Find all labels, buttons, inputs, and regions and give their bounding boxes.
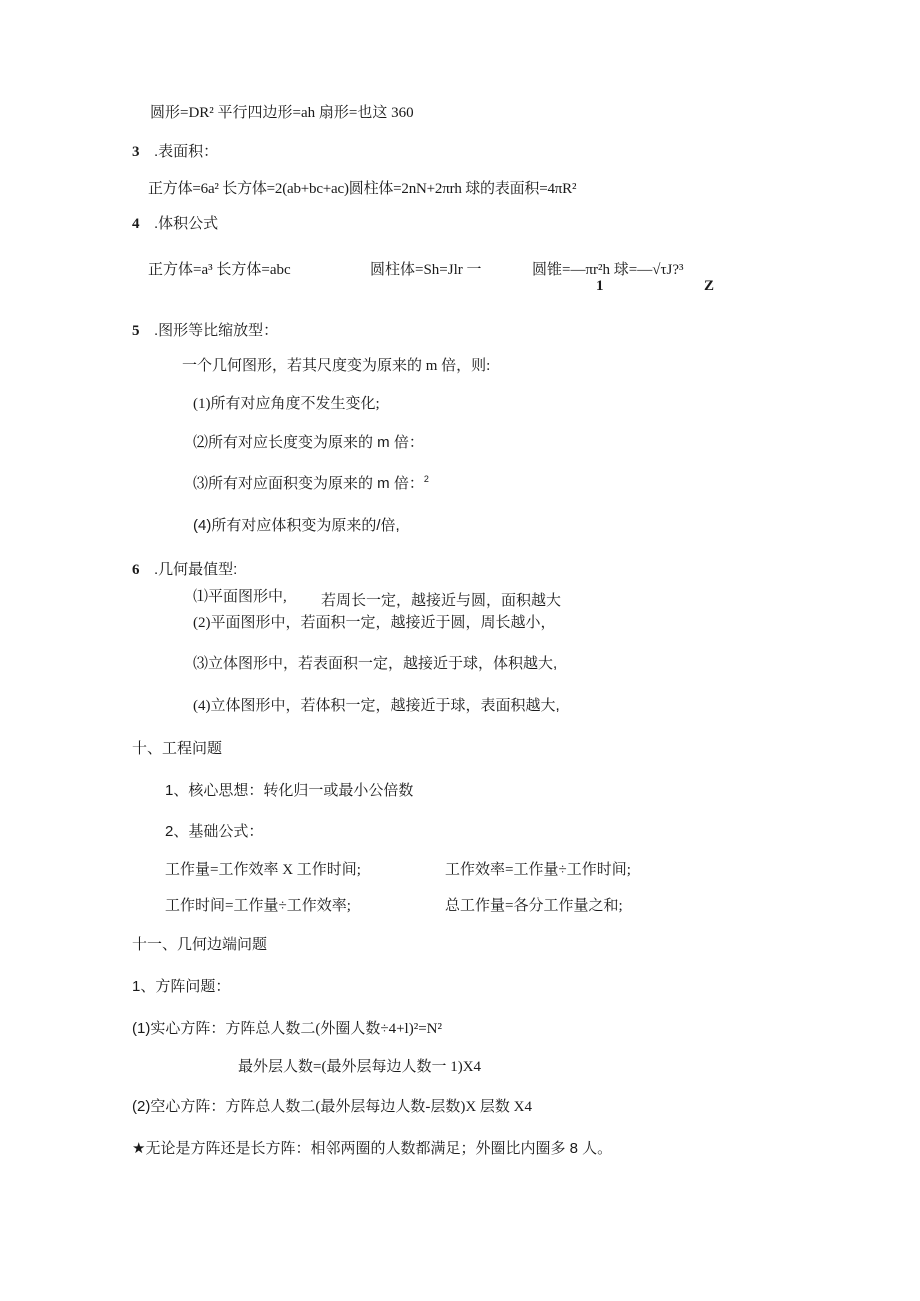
section-10-core-idea: 1、核心思想：转化归一或最小公倍数 [165,782,414,799]
outer-layer-formula: 最外层人数=(最外层每边人数一 1)X4 [238,1059,482,1075]
volume-cube-cuboid: 正方体=a³ 长方体=abc [148,262,291,278]
section-6-item-4-prefix: (4)立体图形中， [193,698,301,714]
section-5-item-2-prefix: ⑵所有对应长 [193,435,284,451]
section-6-item-1-rest: 若周长一定，越接近与圆，面积越大 [321,592,562,609]
section-3-title: .表面积： [154,143,219,160]
section-6-item-1-prefix: ⑴平面图形中, [193,589,287,605]
volume-cylinder: 圆柱体=Sh=Jlr 一 [370,262,482,278]
section-6-item-2 [193,614,556,632]
fraction-mark-z: Z [704,278,715,294]
section-5-item-3-exponent: 2 [423,474,429,484]
section-5-item-4: (4)所有对应体积变为原来的/倍, [193,517,400,534]
section-11-title: 十一、几何边端问题 [132,936,268,953]
section-5-title: .图形等比缩放型： [154,322,279,339]
section-6-item-2-prefix: (2)平面图形中， [193,615,301,631]
fraction-mark-1: 1 [596,278,604,294]
section-5-item-2 [193,434,424,452]
section-5-item-3 [193,475,429,493]
section-6-item-3-rest: 表面积一定，越接近于球，体积越大, [313,655,558,672]
section-10-basic-formulas: 2、基础公式： [165,823,264,840]
solid-array-formula: 方阵总人数二(外圈人数÷4+l)²=N² [225,1021,442,1037]
section-5-item-1: (1)所有对应角度不发生变化; [193,396,380,412]
surface-formulas: 正方体=6a² 长方体=2(ab+bc+ac)圆柱体=2nN+2πrh 球的表面积=4πR² [148,181,577,197]
square-array-heading: 1、方阵问题： [132,978,231,995]
section-5-number: 5 [132,323,140,339]
section-6-item-3 [193,655,557,673]
section-6-item-4 [193,697,560,715]
section-6-item-4-rest: 若体积一定，越接近于球，表面积越大, [300,697,560,714]
section-5-intro: 一个几何图形，若其尺度变为原来的 m 倍，则: [182,358,491,374]
section-6-item-3-prefix: ⑶立体图形中，若 [193,656,314,672]
section-5-heading [132,322,278,340]
section-6-title: .几何最值型: [154,561,238,578]
section-3-number: 3 [132,144,140,160]
area-formulas: 圆形=DR² 平行四边形=ah 扇形=也这 360 [150,105,414,121]
solid-array-line [132,1020,442,1038]
section-6-heading [132,561,237,579]
section-4-number: 4 [132,216,140,232]
section-4-heading [132,215,218,233]
section-6-number: 6 [132,562,140,578]
formula-work-time: 工作时间=工作量÷工作效率; [165,898,351,914]
volume-cone-sphere: 圆锥=—πr²h 球=—√τJ?³ [532,262,684,278]
formula-work-amount: 工作量=工作效率 X 工作时间; [165,862,361,878]
section-10-title: 十、工程问题 [132,740,223,757]
section-3-heading [132,143,218,161]
array-note: ★无论是方阵还是长方阵：相邻两圈的人数都满足；外圈比内圈多 8 人。 [132,1140,613,1157]
formula-work-efficiency: 工作效率=工作量÷工作时间; [445,862,631,878]
section-4-title: .体积公式 [154,215,219,232]
hollow-array-line [132,1098,532,1116]
hollow-array-label: (2)空心方阵： [132,1098,226,1115]
formula-total-work: 总工作量=各分工作量之和; [445,898,623,914]
section-6-item-2-rest: 若面积一定，越接近于圆，周长越小， [300,614,556,631]
solid-array-label: (1)实心方阵： [132,1020,226,1037]
section-5-item-3-text: ⑶所有对应面积变为原来的 m 倍： [193,475,424,492]
section-5-item-2-rest: 度变为原来的 m 倍： [283,434,424,451]
hollow-array-formula: 方阵总人数二(最外层每边人数-层数)X 层数 X4 [225,1099,532,1115]
